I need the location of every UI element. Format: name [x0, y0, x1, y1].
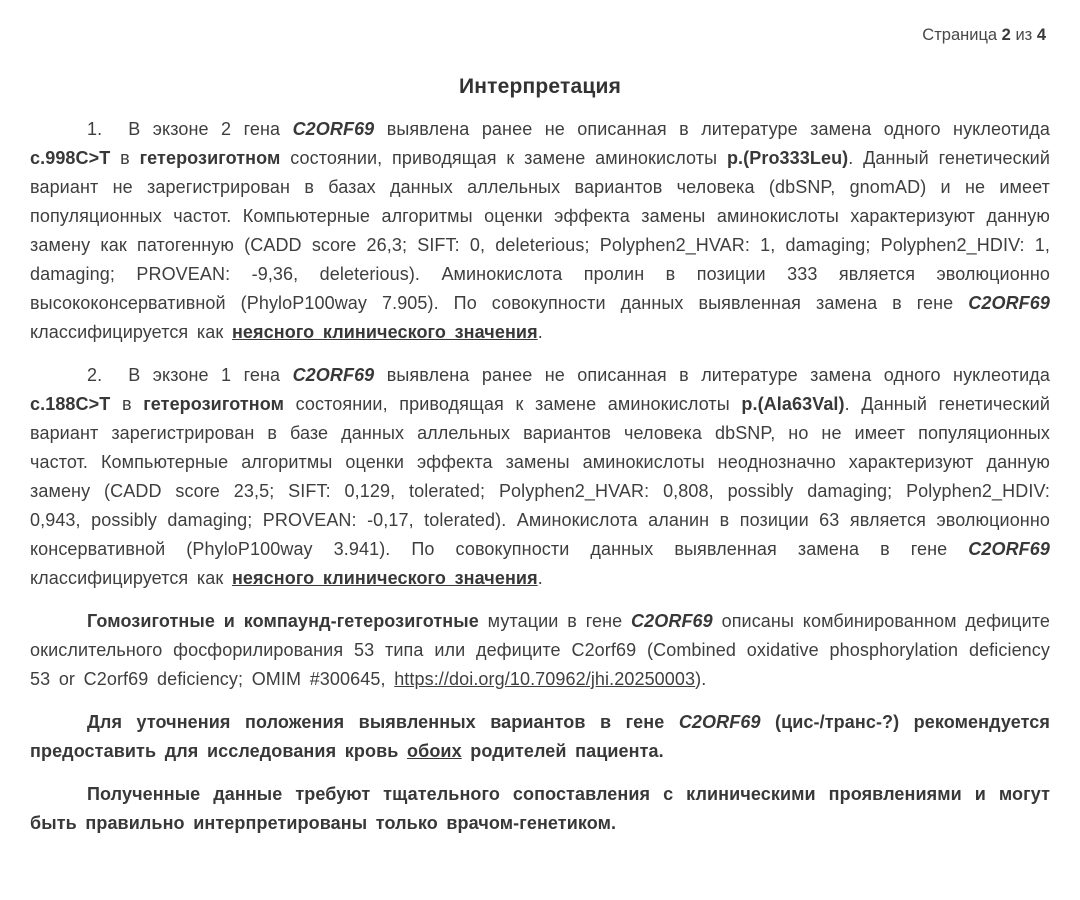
text-segment: C2ORF69	[292, 119, 375, 139]
text-segment: выявлена ранее не описанная в литературе замена одного нуклеотида	[374, 119, 1050, 139]
text-segment: мутации в гене	[478, 611, 632, 631]
text-segment: C2ORF69	[292, 365, 375, 385]
text-segment: описаны комбинированном дефиците окислительного фосфорилирования 53 типа или дефиците C2orf69 (Combined oxidative phosphorylation deficiency 53 or C2orf69 deficiency; OMIM #300645,	[30, 611, 1050, 689]
text-segment: классифицируется как	[30, 568, 232, 588]
text-segment: гетерозиготном	[143, 394, 285, 414]
text-segment: неясного клинического значения	[231, 568, 538, 588]
page-number-label	[30, 26, 1050, 45]
paragraphs-container	[30, 115, 1050, 838]
text-segment: C2ORF69	[678, 712, 761, 732]
page-title: Интерпретация	[458, 75, 622, 98]
text-segment: выявлена ранее не описанная в литературе замена одного нуклеотида	[374, 365, 1050, 385]
paragraph	[30, 115, 1050, 347]
text-segment: p.(Pro333Leu)	[726, 148, 849, 168]
text-segment: c.998C>T	[30, 148, 111, 168]
text-segment: обоих	[407, 741, 462, 761]
text-segment: C2ORF69	[631, 611, 713, 631]
paragraph	[30, 361, 1050, 593]
text-segment: В экзоне 1 гена	[128, 365, 293, 385]
text-segment: гетерозиготном	[139, 148, 281, 168]
text-segment: .	[537, 322, 543, 342]
text-segment: неясного клинического значения	[231, 322, 538, 342]
paragraph	[30, 780, 1050, 838]
paragraph-number: 1.	[87, 119, 103, 139]
text-segment: Гомозиготные и компаунд-гетерозиготные	[87, 611, 479, 631]
text-segment: классифицируется как	[30, 322, 232, 342]
text-segment: в	[110, 148, 140, 168]
text-segment: в	[110, 394, 144, 414]
text-segment: Для уточнения положения выявленных вариантов в гене	[87, 712, 679, 732]
text-segment: C2ORF69	[968, 293, 1050, 313]
page-number-current: 2	[1001, 26, 1011, 44]
text-segment: состоянии, приводящая к замене аминокислоты	[284, 394, 742, 414]
text-segment: . Данный генетический вариант зарегистрирован в базе данных аллельных вариантов человека dbSNP, но не имеет популяционных частот. Компьютерные алгоритмы оценки эффекта замены аминокислоты неоднозначно характеризуют данную замену (CADD score 23,5; SIFT: 0,129, tolerated; Polyphen2_HVAR: 0,808, possibly damaging; Polyphen2_HDIV: 0,943, possibly damaging; PROVEAN: -0,17, tolerated). Аминокислота аланин в позиции 63 является эволюционно консервативной (PhyloP100way 3.941). По совокупности данных выявленная замена в гене	[30, 394, 1050, 559]
paragraph	[30, 607, 1050, 694]
text-segment: c.188C>T	[30, 394, 111, 414]
text-segment: . Данный генетический вариант не зарегистрирован в базах данных аллельных вариантов человека (dbSNP, gnomAD) и не имеет популяционных частот. Компьютерные алгоритмы оценки эффекта замены аминокислоты характеризуют данную замену как патогенную (CADD score 26,3; SIFT: 0, deleterious; Polyphen2_HVAR: 1, damaging; Polyphen2_HDIV: 1, damaging; PROVEAN: -9,36, deleterious). Аминокислота пролин в позиции 333 является эволюционно высококонсервативной (PhyloP100way 7.905). По совокупности данных выявленная замена в гене	[30, 148, 1050, 313]
text-segment: В экзоне 2 гена	[128, 119, 293, 139]
text-segment: ).	[695, 669, 707, 689]
page-label-word: Страница	[922, 26, 1002, 44]
text-segment: C2ORF69	[968, 539, 1050, 559]
text-segment: состоянии, приводящая к замене аминокислоты	[280, 148, 727, 168]
paragraph-number: 2.	[87, 365, 103, 385]
text-segment: Полученные данные требуют тщательного сопоставления с клиническими проявлениями и могут быть правильно интерпретированы только врачом-генетиком.	[30, 784, 1050, 833]
doi-link[interactable]: https://doi.org/10.70962/jhi.20250003	[394, 669, 696, 689]
text-segment: (цис-/транс-?) рекомендуется предоставить для исследования кровь	[30, 712, 1050, 761]
text-segment: p.(Ala63Val)	[741, 394, 845, 414]
text-segment: родителей пациента.	[461, 741, 664, 761]
page-label-separator: из	[1010, 26, 1037, 44]
text-segment: .	[537, 568, 543, 588]
page-number-total: 4	[1036, 26, 1046, 44]
paragraph	[30, 708, 1050, 766]
